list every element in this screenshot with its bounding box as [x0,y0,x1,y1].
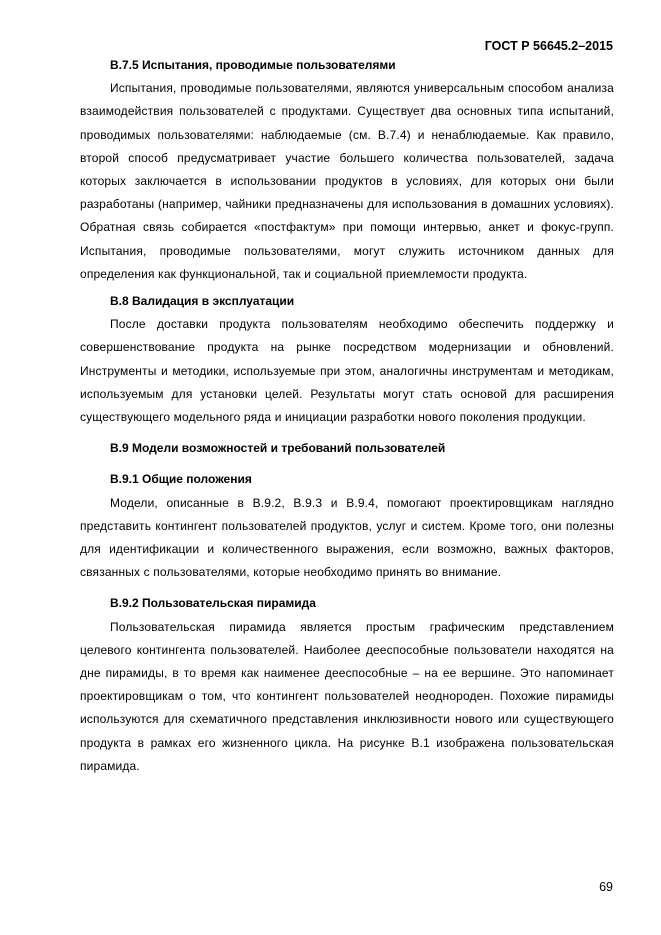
section-b-9-1 [80,468,614,584]
section-b-9 [80,437,614,460]
section-b-9-2 [80,592,614,778]
paragraph: Модели, описанные в В.9.2, В.9.3 и В.9.4, помогают проектировщикам наглядно представить контингент пользователей продуктов, услуг и систем. Кроме того, они полезны для идентификации и количественного выражения, если возможно, важных факторов, связанных с пользователями, которые необходимо принять во внимание. [80,495,614,580]
paragraph: Пользовательская пирамида является простым графическим представлением целевого контингента пользователей. Наиболее дееспособные пользователи находятся на дне пирамиды, в то время как наименее дееспособные – на ее вершине. Это напоминает проектировщикам о том, что контингент пользователей неоднороден. Похожие пирамиды используются для схематичного представления инклюзивности нового или существующего продукта в рамках его жизненного цикла. На рисунке В.1 изображена пользовательская пирамида. [80,619,614,773]
document-code: ГОСТ Р 56645.2–2015 [484,39,613,53]
section-heading: В.7.5 Испытания, проводимые пользователями [110,58,396,72]
document-body [80,54,614,778]
section-heading: В.9 Модели возможностей и требований пользователей [110,441,446,456]
paragraph: После доставки продукта пользователям необходимо обеспечить поддержку и совершенствование продукта на рынке посредством модернизации и обновлений. Инструменты и методики, используемые при этом, аналогичны инструментам и методикам, используемым для установки целей. Результаты могут стать основой для расширения существующего модельного ряда и инициации разработки нового поколения продукции. [80,317,614,425]
section-b-8 [80,290,614,429]
section-b-7-5 [80,54,614,286]
section-heading: В.9.2 Пользовательская пирамида [110,596,316,611]
section-heading: В.9.1 Общие положения [110,472,252,487]
paragraph: Испытания, проводимые пользователями, являются универсальным способом анализа взаимодействия пользователей с продуктами. Существует два основных типа испытаний, проводимых пользователями: наблюдаемые (см. В.7.4) и ненаблюдаемые. Как правило, второй способ предусматривает участие большего количества пользователей, задача которых заключается в использовании продуктов в условиях, для которых они были разработаны (например, чайники предназначены для использования в домашних условиях). Обратная связь собирается «постфактум» при помощи интервью, анкет и фокус-групп. Испытания, проводимые пользователями, могут служить источником данных для определения как функциональной, так и социальной приемлемости продукта. [80,81,614,281]
page-number: 69 [599,880,613,894]
section-heading: В.8 Валидация в эксплуатации [110,294,295,309]
